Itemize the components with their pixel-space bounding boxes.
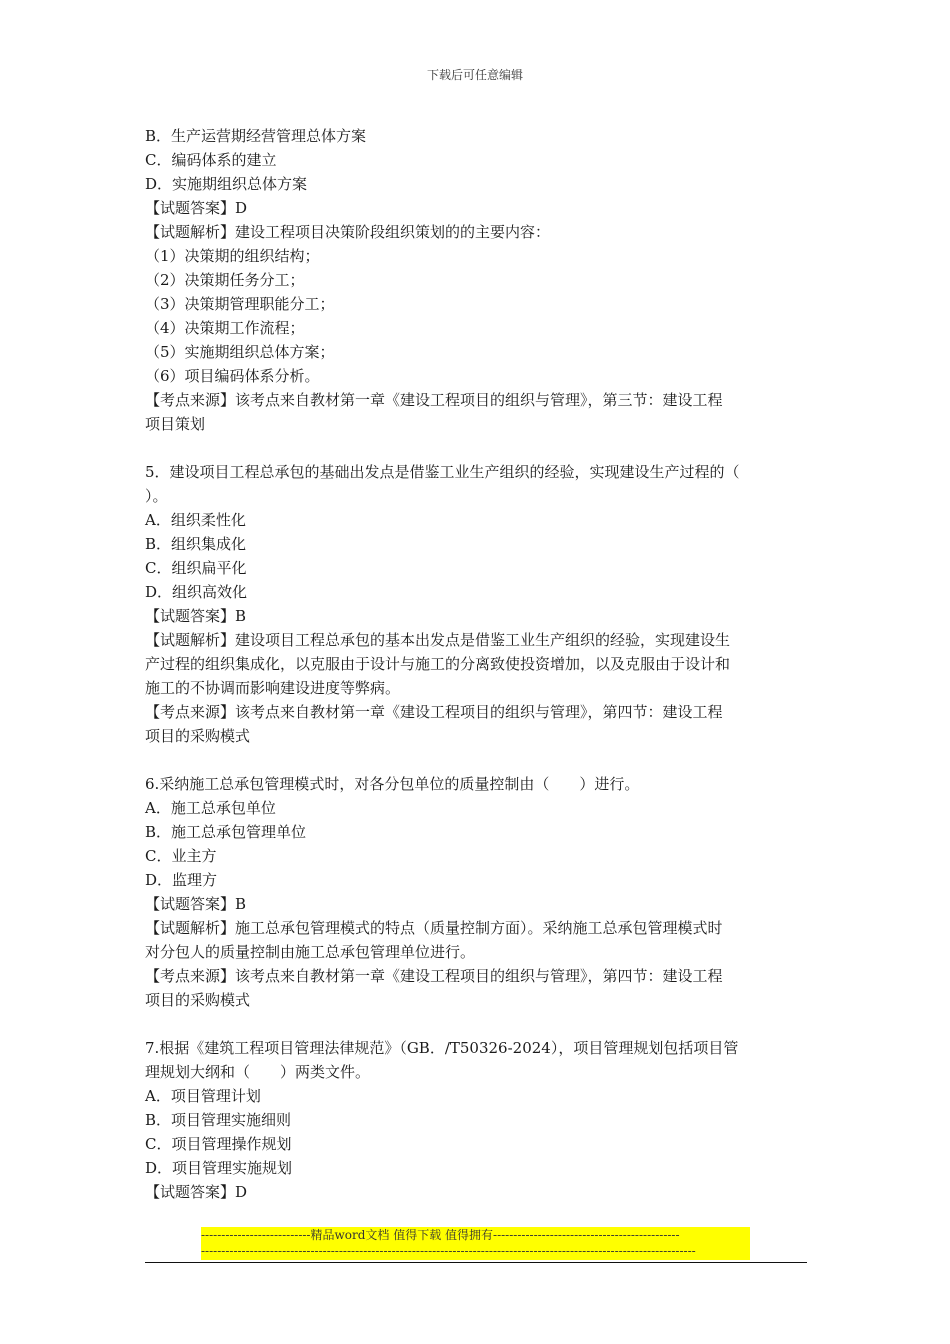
footer-divider bbox=[145, 1262, 807, 1263]
text-line: 5．建设项目工程总承包的基础出发点是借鉴工业生产组织的经验，实现建设生产过程的（ bbox=[145, 463, 740, 481]
footer-banner-line-2: -------------------------------------------------------------------------------------------------------------------------- bbox=[201, 1244, 696, 1258]
text-line: （6）项目编码体系分析。 bbox=[145, 367, 320, 385]
text-line: 项目的采购模式 bbox=[145, 991, 251, 1009]
text-line: 项目的采购模式 bbox=[145, 727, 251, 745]
text-line: B．生产运营期经营管理总体方案 bbox=[145, 127, 367, 145]
text-line: 【试题解析】施工总承包管理模式的特点（质量控制方面）。采纳施工总承包管理模式时 bbox=[145, 919, 723, 937]
text-line: 产过程的组织集成化，以克服由于设计与施工的分离致使投资增加，以及克服由于设计和 bbox=[145, 655, 731, 673]
text-line: 【考点来源】该考点来自教材第一章《建设工程项目的组织与管理》，第四节：建设工程 bbox=[145, 703, 723, 721]
text-line: A．施工总承包单位 bbox=[145, 799, 276, 817]
document-body bbox=[145, 124, 807, 1204]
footer-banner bbox=[201, 1227, 750, 1260]
text-line: 【试题答案】B bbox=[145, 895, 247, 913]
footer-banner-line-1: ---------------------------精品word文档 值得下载 值得拥有---------------------------------------------- bbox=[201, 1228, 680, 1242]
text-line: D．监理方 bbox=[145, 871, 218, 889]
text-line: C．项目管理操作规划 bbox=[145, 1135, 292, 1153]
text-line: C．编码体系的建立 bbox=[145, 151, 277, 169]
text-line: B．项目管理实施细则 bbox=[145, 1111, 292, 1129]
text-line: 6.采纳施工总承包管理模式时，对各分包单位的质量控制由（ ）进行。 bbox=[145, 775, 640, 793]
text-line: D．组织高效化 bbox=[145, 583, 248, 601]
text-line: C．业主方 bbox=[145, 847, 217, 865]
blank-line bbox=[145, 748, 807, 772]
text-line: 【试题答案】B bbox=[145, 607, 247, 625]
text-line: B．施工总承包管理单位 bbox=[145, 823, 307, 841]
text-line: B．组织集成化 bbox=[145, 535, 247, 553]
text-line: 对分包人的质量控制由施工总承包管理单位进行。 bbox=[145, 943, 476, 961]
text-line: D．实施期组织总体方案 bbox=[145, 175, 308, 193]
text-line: 【试题解析】建设工程项目决策阶段组织策划的的主要内容： bbox=[145, 223, 551, 241]
text-line: 【考点来源】该考点来自教材第一章《建设工程项目的组织与管理》，第三节：建设工程 bbox=[145, 391, 723, 409]
text-line: 【试题答案】D bbox=[145, 199, 248, 217]
text-line: ）。 bbox=[145, 487, 168, 505]
blank-line bbox=[145, 1012, 807, 1036]
text-line: 【考点来源】该考点来自教材第一章《建设工程项目的组织与管理》，第四节：建设工程 bbox=[145, 967, 723, 985]
text-line: 项目策划 bbox=[145, 415, 206, 433]
text-line: 【试题答案】D bbox=[145, 1183, 248, 1201]
text-line: 7.根据《建筑工程项目管理法律规范》（GB．/T50326-2024），项目管理规划包括项目管 bbox=[145, 1039, 739, 1057]
text-line: D．项目管理实施规划 bbox=[145, 1159, 293, 1177]
text-line: （4）决策期工作流程； bbox=[145, 319, 305, 337]
text-line: （5）实施期组织总体方案； bbox=[145, 343, 335, 361]
page-header: 下载后可任意编辑 bbox=[426, 68, 523, 82]
text-line: A．组织柔性化 bbox=[145, 511, 246, 529]
blank-line bbox=[145, 436, 807, 460]
text-line: 【试题解析】建设项目工程总承包的基本出发点是借鉴工业生产组织的经验，实现建设生 bbox=[145, 631, 731, 649]
text-line: C．组织扁平化 bbox=[145, 559, 247, 577]
text-line: （2）决策期任务分工； bbox=[145, 271, 305, 289]
text-line: （3）决策期管理职能分工； bbox=[145, 295, 335, 313]
text-line: 理规划大纲和（ ）两类文件。 bbox=[145, 1063, 371, 1081]
text-line: A．项目管理计划 bbox=[145, 1087, 261, 1105]
text-line: （1）决策期的组织结构； bbox=[145, 247, 320, 265]
text-line: 施工的不协调而影响建设进度等弊病。 bbox=[145, 679, 401, 697]
